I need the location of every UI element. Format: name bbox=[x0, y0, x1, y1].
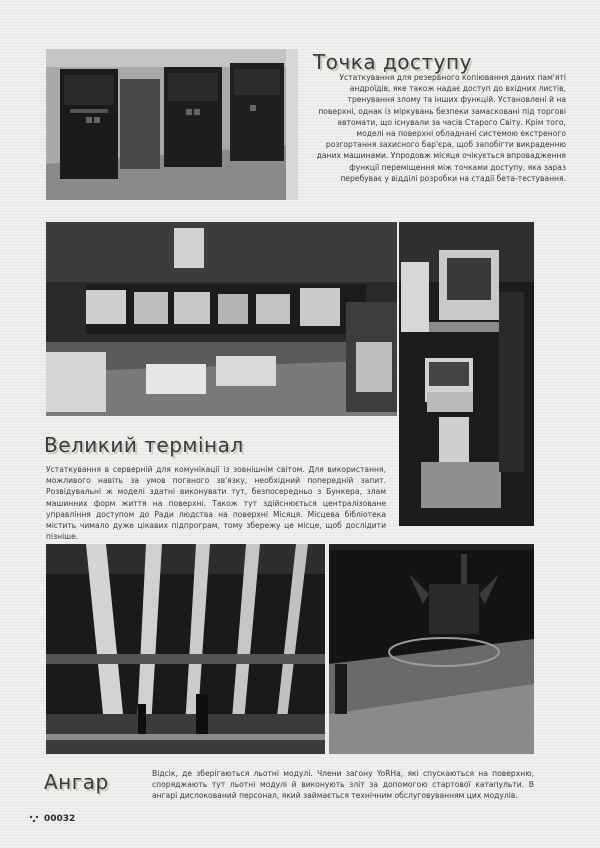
great-terminal-machine-photo bbox=[399, 222, 534, 526]
great-terminal-title: Великий термінал bbox=[44, 433, 244, 457]
great-terminal-room-photo bbox=[46, 222, 397, 416]
hangar-description: Відсік, де зберігаються льотні модулі. Члени загону YoRHa, які спускаються на поверхню, споряджають тут льотні модулі й виконують зліт за допомогою стартової катапульти. В ангарі дислокований персонал, який займається технічним обслуговуванням цих модулів. bbox=[152, 769, 534, 801]
access-point-title: Точка доступу bbox=[313, 50, 472, 74]
access-point-photo bbox=[46, 49, 298, 200]
yorha-logo-icon bbox=[29, 815, 39, 825]
great-terminal-description: Устаткування в серверній для комунікації із зовнішнім світом. Для використання, можливого навіть за умов поганого зв'язку, необхідний попередній запит. Розвідувальні ж моделі здатні виконувати тут, безпосередньо з Бункера, злам машинних форм життя на поверхні. Також тут здійснюється централізоване управління доступом до Ради людства на поверхні Місяця. Місцева бібліотека містить чимало дуже цікавих підпрограм, тому збережу це місце, щоб дослідити пізніше. bbox=[46, 465, 386, 542]
hangar-flight-unit-photo bbox=[329, 544, 534, 754]
access-point-description: Устаткування для резервного копіювання даних пам'яті андроїдів, яке також надає доступ до вхідних листів, тренування злому та інших функцій. Установлені й на поверхні, однак із міркувань безпеки замасковані під торгові автомати, що існували за часів Старого Світу. Крім того, моделі на поверхні обладнані системою екстреного розгортання захисного бар'єра, щоб запобігти викраденню даних машинами. Упродовж місяця очікується впровадження функції переміщення між точками доступу, яка зараз перебуває у відділі розробки на стадії бета-тестування. bbox=[316, 73, 566, 183]
hangar-title: Ангар bbox=[44, 770, 109, 794]
hangar-photo bbox=[46, 544, 325, 754]
page-number: 00032 bbox=[44, 814, 76, 824]
